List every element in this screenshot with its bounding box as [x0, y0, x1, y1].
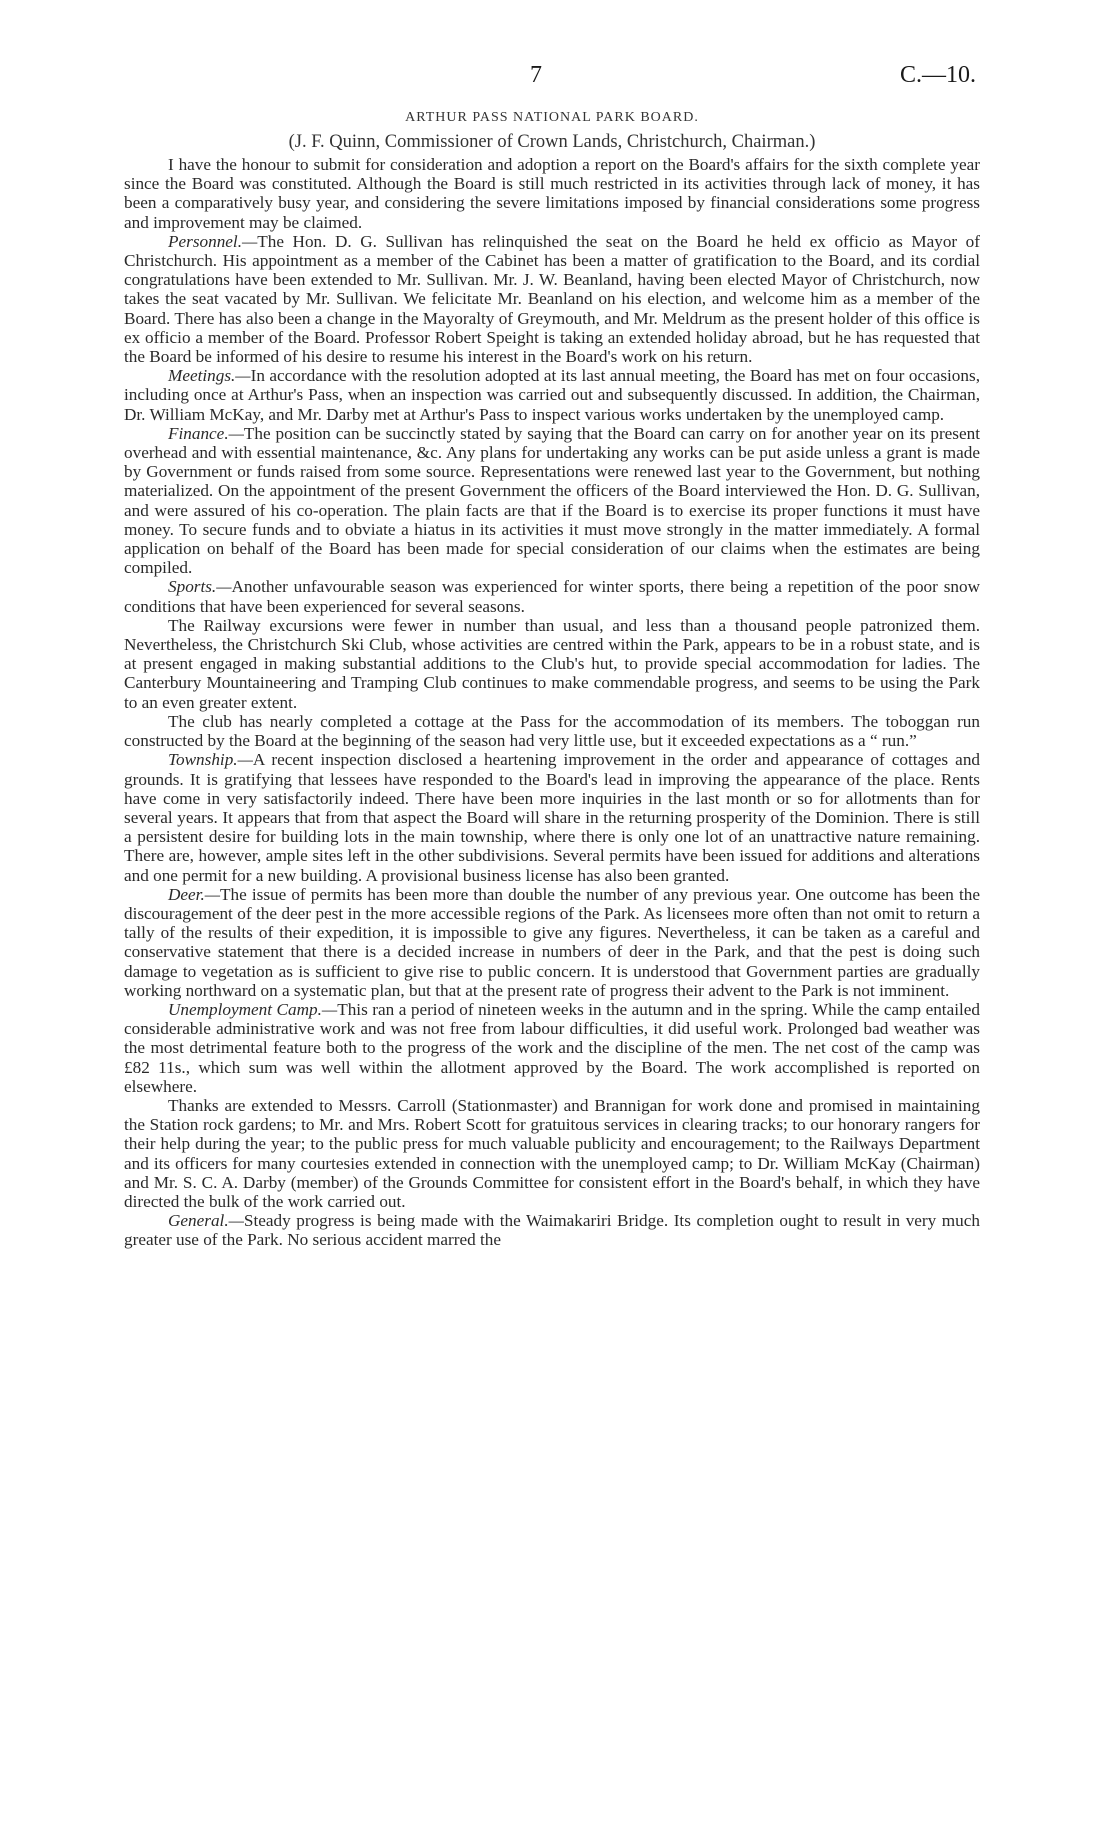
paragraph-finance	[124, 424, 980, 578]
paragraph-text: The club has nearly completed a cottage at the Pass for the accommodation of its members. The toboggan run constructed by the Board at the beginning of the season had very little use, but it exceeded expectations as a “ run.”	[124, 711, 980, 751]
paragraph-intro	[124, 155, 980, 232]
paragraph-lead: General.—	[168, 1211, 244, 1231]
paragraph-lead: Unemployment Camp.—	[168, 999, 338, 1019]
paragraph-deer	[124, 885, 980, 1000]
paragraph-text: Steady progress is being made with the Waimakariri Bridge. Its completion ought to result in very much greater use of the Park. No serious accident marred the	[124, 1211, 980, 1250]
report-subtitle: (J. F. Quinn, Commissioner of Crown Lands, Christchurch, Chairman.)	[288, 132, 816, 152]
paragraph-meetings	[124, 366, 980, 424]
paragraph-text: The Railway excursions were fewer in number than usual, and less than a thousand people patronized them. Nevertheless, the Christchurch Ski Club, whose activities are centred within the Park, appears to be in a robust state, and is at present engaged in making substantial additions to the Club's hut, to provide special accommodation for ladies. The Canterbury Mountaineering and Tramping Club continues to make commendable progress, and seems to be using the Park to an even greater extent.	[124, 615, 980, 712]
paragraph-lead: Deer.—	[168, 884, 221, 904]
document-code: C.—10.	[899, 62, 976, 88]
paragraph-text: The position can be succinctly stated by saying that the Board can carry on for another year on its present overhead and with essential maintenance, &c. Any plans for undertaking any works can be put aside unless a grant is made by Government or funds raised from some source. Representations were renewed last year to the Government, but nothing materialized. On the appointment of the present Government the officers of the Board interviewed the Hon. D. G. Sullivan, and were assured of his co-operation. The plain facts are that if the Board is to exercise its proper functions it must have money. To secure funds and to obviate a hiatus in its activities it must move strongly in the matter immediately. A formal application on behalf of the Board has been made for special consideration of our claims when the estimates are being compiled.	[124, 423, 980, 578]
paragraph-sports	[124, 577, 980, 615]
paragraph-text: I have the honour to submit for consideration and adoption a report on the Board's affairs for the sixth complete year since the Board was constituted. Although the Board is still much restricted in its activities through lack of money, it has been a comparatively busy year, and considering the severe limitations imposed by financial considerations some progress and improvement may be claimed.	[124, 155, 980, 232]
paragraph-lead: Finance.—	[168, 423, 244, 443]
paragraph-text: This ran a period of nineteen weeks in the autumn and in the spring. While the camp entailed considerable administrative work and was not free from labour difficulties, it did useful work. Prolonged bad weather was the most detrimental feature both to the progress of the work and the discipline of the men. The net cost of the camp was £82 11s., which sum was well within the allotment approved by the Board. The work accomplished is reported on elsewhere.	[124, 999, 980, 1096]
paragraph-text: The issue of permits has been more than double the number of any previous year. One outcome has been the discouragement of the deer pest in the more accessible regions of the Park. As licensees more often than not omit to return a tally of the results of their expedition, it is impossible to give any figures. Nevertheless, it can be taken as a careful and conservative statement that there is a decided increase in numbers of deer in the Park, and that the pest is doing such damage to vegetation as is sufficient to give rise to public concern. It is understood that Government parties are gradually working northward on a systematic plan, but that at the present rate of progress their advent to the Park is not imminent.	[124, 884, 980, 1000]
report-body	[124, 155, 980, 1250]
paragraph-text: Another unfavourable season was experienced for winter sports, there being a repetition of the poor snow conditions that have been experienced for several seasons.	[124, 577, 980, 616]
paragraph-township	[124, 750, 980, 884]
paragraph-text: The Hon. D. G. Sullivan has relinquished the seat on the Board he held ex officio as Mayor of Christchurch. His appointment as a member of the Cabinet has been a matter of gratification to the Board, and its cordial congratulations have been extended to Mr. Sullivan. Mr. J. W. Beanland, having been elected Mayor of Christchurch, now takes the seat vacated by Mr. Sullivan. We felicitate Mr. Beanland on his election, and welcome him as a member of the Board. There has also been a change in the Mayoralty of Greymouth, and Mr. Meldrum as the present holder of this office is ex officio a member of the Board. Professor Robert Speight is taking an extended holiday abroad, but he has requested that the Board be informed of his desire to resume his interest in the Board's work on his return.	[124, 231, 980, 367]
paragraph-text: Thanks are extended to Messrs. Carroll (Stationmaster) and Brannigan for work done and promised in maintaining the Station rock gardens; to Mr. and Mrs. Robert Scott for gratuitous services in clearing tracks; to our honorary rangers for their help during the year; to the public press for much valuable publicity and encouragement; to the Railways Department and its officers for many courtesies extended in connection with the unemployed camp; to Dr. William McKay (Chairman) and Mr. S. C. A. Darby (member) of the Grounds Committee for consistent effort in the Board's behalf, in which they have directed the bulk of the work carried out.	[124, 1095, 980, 1211]
page-number: 7	[530, 62, 542, 88]
paragraph-general	[124, 1211, 980, 1249]
paragraph-lead: Sports.—	[168, 577, 232, 597]
report-title: ARTHUR PASS NATIONAL PARK BOARD.	[405, 110, 699, 125]
paragraph-lead: Meetings.—	[168, 366, 251, 386]
paragraph-lead: Township.—	[168, 750, 253, 770]
paragraph-text: A recent inspection disclosed a heartening improvement in the order and appearance of cottages and grounds. It is gratifying that lessees have responded to the Board's lead in improving the appearance of the place. Rents have come in very satisfactorily indeed. There have been more inquiries in the last month or so for allotments than for several years. It appears that from that aspect the Board will share in the returning prosperity of the Dominion. There is still a persistent desire for building lots in the main township, where there is only one lot of an unattractive nature remaining. There are, however, ample sites left in the other subdivisions. Several permits have been issued for additions and alterations and one permit for a new building. A provisional business license has also been granted.	[124, 750, 980, 885]
paragraph-railway-excursions	[124, 616, 980, 712]
paragraph-lead: Personnel.—	[168, 231, 258, 251]
paragraph-club-cottage	[124, 712, 980, 750]
paragraph-unemployment-camp	[124, 1000, 980, 1096]
paragraph-thanks	[124, 1096, 980, 1211]
paragraph-personnel	[124, 232, 980, 366]
paragraph-text: In accordance with the resolution adopted at its last annual meeting, the Board has met on four occasions, including once at Arthur's Pass, when an inspection was carried out and subsequently discussed. In addition, the Chairman, Dr. William McKay, and Mr. Darby met at Arthur's Pass to inspect various works undertaken by the unemployed camp.	[124, 366, 980, 424]
